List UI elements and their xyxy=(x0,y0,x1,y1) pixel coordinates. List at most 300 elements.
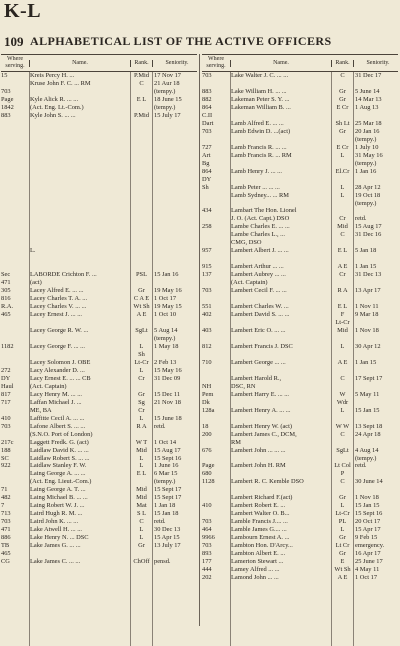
rank-cell xyxy=(331,582,353,590)
where-serving-cell: 703 xyxy=(1,518,11,526)
where-serving-cell: 410 xyxy=(1,414,11,422)
table-row xyxy=(1,534,197,542)
rank-cell: L xyxy=(130,343,152,351)
seniority-cell: 15 June 18 xyxy=(152,415,197,423)
name-cell: Lambert Walter O. B... xyxy=(230,510,331,518)
rank-cell: Mid xyxy=(130,494,152,502)
rank-cell xyxy=(331,606,353,614)
where-serving-cell: 922 xyxy=(1,462,11,470)
where-serving-cell xyxy=(1,614,29,622)
rank-cell xyxy=(130,247,152,255)
table-row xyxy=(202,502,398,510)
name-cell: Lamb Alfred E. ... ... xyxy=(230,120,331,128)
table-row xyxy=(202,80,398,88)
name-cell: J. O. (Act. Capt.) DSO xyxy=(230,215,331,223)
rank-cell: Mid xyxy=(331,223,353,231)
where-serving-cell xyxy=(1,582,29,590)
table-row xyxy=(1,335,197,343)
where-serving-cell xyxy=(202,295,230,303)
name-cell: Lamble James G.... ... xyxy=(230,526,331,534)
where-serving-cell xyxy=(202,622,230,630)
rank-cell: Sg xyxy=(130,399,152,407)
rank-cell xyxy=(130,574,152,582)
table-row xyxy=(202,184,398,192)
name-cell: Lamb Edwin D. ...(act) xyxy=(230,128,331,136)
table-row xyxy=(1,271,197,279)
table-row xyxy=(202,606,398,614)
where-serving-cell xyxy=(1,207,29,215)
where-serving-cell: 177 xyxy=(202,558,212,566)
rank-cell xyxy=(331,80,353,88)
name-cell: Laidlaw David K. ... ... xyxy=(29,447,130,455)
rank-cell: Gr xyxy=(331,494,353,502)
table-row xyxy=(202,367,398,375)
table-row xyxy=(202,622,398,630)
rank-cell xyxy=(331,638,353,646)
table-row xyxy=(1,590,197,598)
rank-cell: L xyxy=(331,184,353,192)
name-cell: CMG, DSO xyxy=(230,239,331,247)
where-serving-cell: 305 xyxy=(1,287,11,295)
section-letters: K-L xyxy=(4,0,42,22)
name-cell: (Act. Eng. Lt.-Com.) xyxy=(29,104,130,112)
seniority-cell xyxy=(152,431,197,439)
seniority-header: Seniority. xyxy=(165,59,189,66)
seniority-cell: 21 Nov 18 xyxy=(152,399,197,407)
where-serving-header: Where serving. xyxy=(5,56,25,69)
rank-cell: P xyxy=(331,470,353,478)
seniority-cell xyxy=(152,582,197,590)
seniority-cell: (tempy.) xyxy=(353,455,398,463)
where-serving-cell: 403 xyxy=(202,327,212,334)
name-cell xyxy=(29,231,130,239)
seniority-cell: 31 May 16 xyxy=(353,152,398,160)
table-row xyxy=(202,359,398,367)
table-row xyxy=(1,494,197,502)
rank-cell xyxy=(331,486,353,494)
rank-cell: PSL xyxy=(130,271,152,279)
name-cell xyxy=(230,606,331,614)
table-row xyxy=(202,327,398,335)
table-row xyxy=(202,542,398,550)
where-serving-cell xyxy=(202,200,230,208)
table-row xyxy=(1,184,197,192)
rank-cell: Lt-Cr xyxy=(331,319,353,327)
where-serving-cell xyxy=(1,239,29,247)
rank-cell: El.Cr xyxy=(331,168,353,176)
seniority-cell xyxy=(152,638,197,646)
where-serving-cell: 465 xyxy=(1,311,11,319)
table-row xyxy=(1,144,197,152)
name-cell: Lambert Henry W. (act) xyxy=(230,423,331,431)
seniority-cell: 15 May 16 xyxy=(152,367,197,375)
where-serving-cell xyxy=(202,367,230,375)
seniority-cell: 1 May 18 xyxy=(152,343,197,351)
seniority-cell: 17 Nov 17 xyxy=(152,72,197,80)
rank-cell: Mat xyxy=(130,502,152,510)
seniority-cell xyxy=(353,614,398,622)
where-serving-cell xyxy=(1,176,29,184)
where-serving-cell xyxy=(1,407,29,415)
seniority-cell: (tempy.) xyxy=(152,478,197,486)
rank-cell xyxy=(130,152,152,160)
name-cell: DSC, RN xyxy=(230,383,331,391)
seniority-cell xyxy=(152,383,197,391)
rank-cell: Lt Cr xyxy=(331,542,353,550)
table-row xyxy=(202,343,398,351)
seniority-cell: emergency. xyxy=(353,542,398,550)
name-cell xyxy=(230,319,331,327)
table-row xyxy=(1,614,197,622)
rank-cell: A E xyxy=(130,311,152,319)
seniority-cell xyxy=(152,223,197,231)
name-cell xyxy=(29,630,130,638)
where-serving-cell xyxy=(202,351,230,359)
name-cell: Lamey Alfred ... ... xyxy=(230,566,331,574)
name-cell: Kruse John F. C. ... RM xyxy=(29,80,130,88)
rank-cell xyxy=(130,279,152,287)
name-cell xyxy=(230,598,331,606)
rank-cell xyxy=(331,590,353,598)
name-cell xyxy=(29,606,130,614)
table-row xyxy=(1,136,197,144)
table-row xyxy=(1,112,197,120)
name-cell xyxy=(29,136,130,144)
where-serving-cell: 551 xyxy=(202,303,212,311)
rank-cell xyxy=(130,128,152,136)
rank-cell xyxy=(331,136,353,144)
name-cell xyxy=(29,263,130,271)
page-number: 109 xyxy=(4,34,24,49)
name-cell: Lambe Charles L., ... xyxy=(230,231,331,239)
name-cell xyxy=(230,638,331,646)
seniority-cell: (tempy.) xyxy=(152,335,197,343)
where-serving-cell: 482 xyxy=(1,494,11,502)
seniority-cell: 28 Apr 12 xyxy=(353,184,398,192)
where-serving-cell xyxy=(202,494,230,502)
table-row xyxy=(202,383,398,391)
column-divider xyxy=(199,54,200,626)
rank-cell xyxy=(331,335,353,343)
name-cell: Laing George A. ... ... xyxy=(29,470,130,478)
name-cell: Lambert John H. RM xyxy=(230,462,331,470)
name-cell: Laird Hugh R. M. ... xyxy=(29,510,130,518)
name-cell: Lambert Harold R., xyxy=(230,375,331,383)
name-cell: Lamb Sydney... ... RM xyxy=(230,192,331,200)
where-serving-cell: 703 xyxy=(202,127,212,135)
table-row xyxy=(202,255,398,263)
name-cell: Lacey George R. W. ... xyxy=(29,327,130,335)
table-row xyxy=(202,582,398,590)
seniority-cell: 19 May 15 xyxy=(152,303,197,311)
seniority-cell: 21 Aur 18 xyxy=(152,80,197,88)
table-row xyxy=(1,462,197,470)
name-cell: Kyle John S. ... ... xyxy=(29,112,130,120)
name-cell xyxy=(29,120,130,128)
rank-cell: C xyxy=(331,231,353,239)
table-row xyxy=(1,367,197,375)
seniority-cell xyxy=(353,367,398,375)
rank-cell xyxy=(130,255,152,263)
where-serving-cell xyxy=(1,622,29,630)
seniority-cell: 4 Aug 14 xyxy=(353,447,398,455)
where-serving-cell: 703 xyxy=(202,518,212,526)
rank-cell: P.Mid xyxy=(130,112,152,120)
seniority-cell xyxy=(353,295,398,303)
rank-cell xyxy=(331,200,353,208)
rank-cell: L xyxy=(331,502,353,510)
where-serving-cell: 9966 xyxy=(202,534,215,542)
seniority-cell xyxy=(152,614,197,622)
table-row xyxy=(1,96,197,104)
name-cell: Lambert David S. ... ... xyxy=(230,311,331,319)
where-serving-cell xyxy=(1,598,29,606)
rank-cell: Sh xyxy=(130,351,152,359)
seniority-cell: 5 June 14 xyxy=(353,88,398,96)
name-cell xyxy=(230,351,331,359)
seniority-cell: 30 Apr 12 xyxy=(353,343,398,351)
table-row xyxy=(1,255,197,263)
rank-cell: E L xyxy=(331,303,353,311)
name-cell: Lake Atwell H. ... ... xyxy=(29,526,130,534)
table-row xyxy=(202,470,398,478)
where-serving-cell xyxy=(1,215,29,223)
where-serving-cell xyxy=(202,231,230,239)
table-row xyxy=(1,192,197,200)
seniority-cell: 1 Jan 15 xyxy=(353,263,398,271)
seniority-cell: 19 May 16 xyxy=(152,287,197,295)
seniority-cell: (tempy.) xyxy=(152,104,197,112)
table-row xyxy=(202,207,398,215)
seniority-cell: 1 Aug 13 xyxy=(353,104,398,112)
name-cell: Lambert James C., DCM, xyxy=(230,431,331,439)
name-cell xyxy=(230,582,331,590)
rank-cell: ChOff xyxy=(130,558,152,566)
seniority-cell xyxy=(353,590,398,598)
seniority-cell xyxy=(152,168,197,176)
where-serving-cell xyxy=(1,128,29,136)
seniority-cell: 5 Jan 18 xyxy=(353,247,398,255)
name-cell: Lamb Francis R. ... ... xyxy=(230,144,331,152)
seniority-cell: 15 Sept 17 xyxy=(152,486,197,494)
where-serving-cell xyxy=(1,231,29,239)
rank-cell: Gr xyxy=(130,542,152,550)
rank-cell xyxy=(130,104,152,112)
name-cell xyxy=(29,590,130,598)
seniority-cell: 1 Oct 17 xyxy=(152,295,197,303)
name-cell: Lacey George F. ... ... xyxy=(29,343,130,351)
table-row xyxy=(202,614,398,622)
right-column xyxy=(202,54,398,646)
table-row xyxy=(202,120,398,128)
name-cell xyxy=(230,80,331,88)
seniority-cell: retd. xyxy=(353,215,398,223)
name-cell xyxy=(29,176,130,184)
rank-cell xyxy=(130,120,152,128)
rank-cell xyxy=(130,160,152,168)
where-serving-cell xyxy=(1,319,29,327)
name-cell: Lacy Ernest E. ... ... CB xyxy=(29,375,130,383)
seniority-cell: 1 Nov 11 xyxy=(353,303,398,311)
table-row xyxy=(202,415,398,423)
table-row xyxy=(202,486,398,494)
where-serving-cell: 1842 xyxy=(1,103,14,111)
seniority-cell: 15 July 17 xyxy=(152,112,197,120)
table-row xyxy=(202,447,398,455)
table-row xyxy=(202,638,398,646)
table-row xyxy=(1,574,197,582)
rank-cell xyxy=(331,295,353,303)
table-row xyxy=(202,287,398,295)
name-cell: Lambert Richard F.(act) xyxy=(230,494,331,502)
name-cell: Kreis Percy H. ... xyxy=(29,72,130,80)
where-serving-cell: Sh xyxy=(202,183,209,191)
seniority-cell xyxy=(353,622,398,630)
rank-cell: E Cr xyxy=(331,144,353,152)
rank-cell: L xyxy=(331,407,353,415)
rank-cell xyxy=(130,263,152,271)
name-cell xyxy=(230,486,331,494)
rank-cell: SgLt xyxy=(130,327,152,335)
where-serving-cell: Haul xyxy=(1,382,14,390)
table-row xyxy=(202,112,398,120)
table-row xyxy=(202,526,398,534)
seniority-cell: 2 Feb 13 xyxy=(152,359,197,367)
seniority-cell: (tempy.) xyxy=(353,200,398,208)
table-row xyxy=(202,152,398,160)
table-row xyxy=(202,192,398,200)
seniority-cell xyxy=(152,120,197,128)
name-cell: Lacy Henry M. ... ... xyxy=(29,391,130,399)
table-row xyxy=(202,431,398,439)
rank-cell: Cr xyxy=(130,407,152,415)
table-row xyxy=(202,311,398,319)
where-serving-cell xyxy=(1,168,29,176)
table-row xyxy=(202,462,398,470)
where-serving-cell xyxy=(202,606,230,614)
rank-cell xyxy=(331,279,353,287)
seniority-cell xyxy=(353,415,398,423)
where-serving-cell: 713 xyxy=(1,510,11,518)
rank-cell xyxy=(130,223,152,231)
seniority-cell: 15 Jan 15 xyxy=(353,407,398,415)
name-cell xyxy=(230,455,331,463)
seniority-cell xyxy=(152,590,197,598)
name-cell: Lambton Albert E. ... xyxy=(230,550,331,558)
table-row xyxy=(1,447,197,455)
where-serving-cell xyxy=(202,80,230,88)
name-cell xyxy=(29,319,130,327)
rank-cell: W T xyxy=(130,439,152,447)
rank-cell xyxy=(130,550,152,558)
where-serving-cell xyxy=(202,439,230,447)
where-serving-cell xyxy=(202,192,230,200)
seniority-cell xyxy=(353,470,398,478)
name-cell: Lambert Francis J. DSC xyxy=(230,343,331,351)
seniority-cell: 31 Dec 17 xyxy=(353,72,398,80)
name-cell xyxy=(29,215,130,223)
table-row xyxy=(1,359,197,367)
table-row xyxy=(202,391,398,399)
rank-cell: PL xyxy=(331,518,353,526)
rank-header: Rank. xyxy=(332,60,354,67)
where-serving-cell xyxy=(202,255,230,263)
where-serving-cell: 471 xyxy=(1,526,11,534)
where-serving-cell: 882 xyxy=(202,95,212,103)
seniority-cell: 31 Dec 16 xyxy=(353,231,398,239)
rank-cell: Cr xyxy=(331,215,353,223)
rank-cell xyxy=(331,207,353,215)
rank-cell xyxy=(331,439,353,447)
seniority-cell xyxy=(152,128,197,136)
name-cell xyxy=(29,598,130,606)
rank-cell xyxy=(331,367,353,375)
table-row xyxy=(202,215,398,223)
where-serving-cell: 727 xyxy=(202,143,212,151)
name-cell: Lambourn Ernest A. ... xyxy=(230,534,331,542)
seniority-cell xyxy=(152,239,197,247)
table-row xyxy=(1,160,197,168)
rank-cell xyxy=(331,614,353,622)
where-serving-cell xyxy=(1,144,29,152)
where-serving-cell: 7 xyxy=(1,502,5,510)
rank-cell xyxy=(130,200,152,208)
rank-cell: L xyxy=(130,367,152,375)
name-cell: Lacey Charles T. A. ... xyxy=(29,295,130,303)
where-serving-cell: 915 xyxy=(202,263,212,271)
rank-cell: L xyxy=(331,526,353,534)
rank-cell: L xyxy=(331,343,353,351)
name-cell: Laing Robert W. J. ... xyxy=(29,502,130,510)
where-serving-cell xyxy=(1,574,29,582)
where-serving-cell: 703 xyxy=(1,422,11,430)
seniority-cell xyxy=(152,176,197,184)
where-serving-cell: 703 xyxy=(202,72,212,79)
name-cell: Lake James G. ... ... xyxy=(29,542,130,550)
table-row xyxy=(202,303,398,311)
table-row xyxy=(1,80,197,88)
rank-cell: Sh Lt xyxy=(331,120,353,128)
rank-cell: L xyxy=(130,462,152,470)
where-serving-cell xyxy=(1,136,29,144)
where-serving-cell: 444 xyxy=(202,566,212,574)
rank-cell: Gr xyxy=(331,96,353,104)
seniority-cell xyxy=(152,192,197,200)
rank-cell: C xyxy=(331,375,353,383)
name-cell: Lambert R. C. Kemble DSO xyxy=(230,478,331,486)
seniority-cell xyxy=(152,247,197,255)
seniority-cell: 25 June 17 xyxy=(353,558,398,566)
seniority-cell xyxy=(152,231,197,239)
seniority-cell xyxy=(353,630,398,638)
seniority-cell xyxy=(152,160,197,168)
seniority-cell: 1 Oct 14 xyxy=(152,439,197,447)
table-row xyxy=(202,168,398,176)
table-row xyxy=(202,590,398,598)
table-row xyxy=(1,239,197,247)
rank-cell xyxy=(130,207,152,215)
name-cell: Lacey Solomon J. OBE xyxy=(29,359,130,367)
seniority-cell xyxy=(353,239,398,247)
seniority-cell: 15 Apr 17 xyxy=(353,526,398,534)
table-row xyxy=(1,215,197,223)
name-cell: Lamble Francis J.... ... xyxy=(230,518,331,526)
rank-cell: A E xyxy=(331,263,353,271)
name-cell: Lafone Albert S. ... ... xyxy=(29,423,130,431)
rank-cell: L xyxy=(130,526,152,534)
table-row xyxy=(1,72,197,80)
where-serving-cell xyxy=(1,160,29,168)
